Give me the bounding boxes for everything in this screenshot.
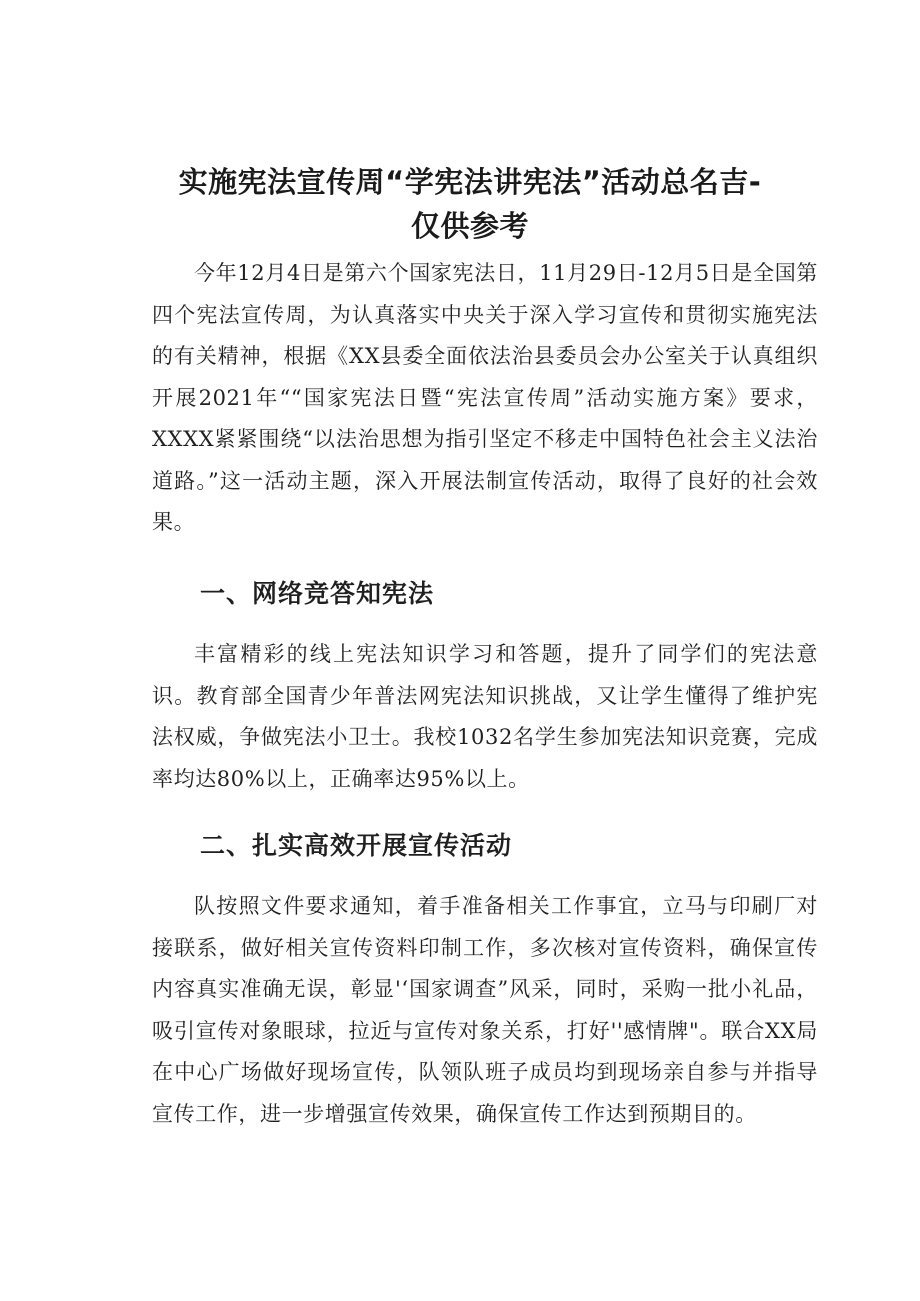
section-body-1: 丰富精彩的线上宪法知识学习和答题，提升了同学们的宪法意识。教育部全国青少年普法网宪法知识挑战，又让学生懂得了维护宪法权威，争做宪法小卫士。我校1032名学生参加宪法知识竞赛，完成率均达80%以上，正确率达95%以上。 [152,642,818,791]
intro-paragraph: 今年12月4日是第六个国家宪法日，11月29日-12月5日是全国第四个宪法宣传周，为认真落实中央关于深入学习宣传和贯彻实施宪法的有关精神，根据《XX县委全面依法治县委员会办公室关于认真组织开展2021年““国家宪法日暨“宪法宣传周”活动实施方案》要求，XXXX紧紧围绕“以法治思想为指引坚定不移走中国特色社会主义法治道路。”这一活动主题，深入开展法制宣传活动，取得了良好的社会效果。 [152,261,818,534]
title-line-2: 仅供参考 [410,209,529,243]
section-body-2: 队按照文件要求通知，着手准备相关工作事宜，立马与印刷厂对接联系，做好相关宣传资料印制工作，多次核对宣传资料，确保宣传内容真实准确无误，彰显'‘国家调查”风采，同时，采购一批小礼品，吸引宣传对象眼球，拉近与宣传对象关系，打好''感情牌"。联合XX局在中心广场做好现场宣传，队领队班子成员均到现场亲自参与并指导宣传工作，进一步增强宣传效果，确保宣传工作达到预期目的。 [152,894,818,1126]
section-heading-1: 一、网络竞答知宪法 [200,579,435,608]
section-heading-2: 二、扎实高效开展宣传活动 [200,831,513,860]
title-line-1: 实施宪法宣传周“学宪法讲宪法”活动总名吉- [178,165,762,199]
document-title [150,160,790,248]
